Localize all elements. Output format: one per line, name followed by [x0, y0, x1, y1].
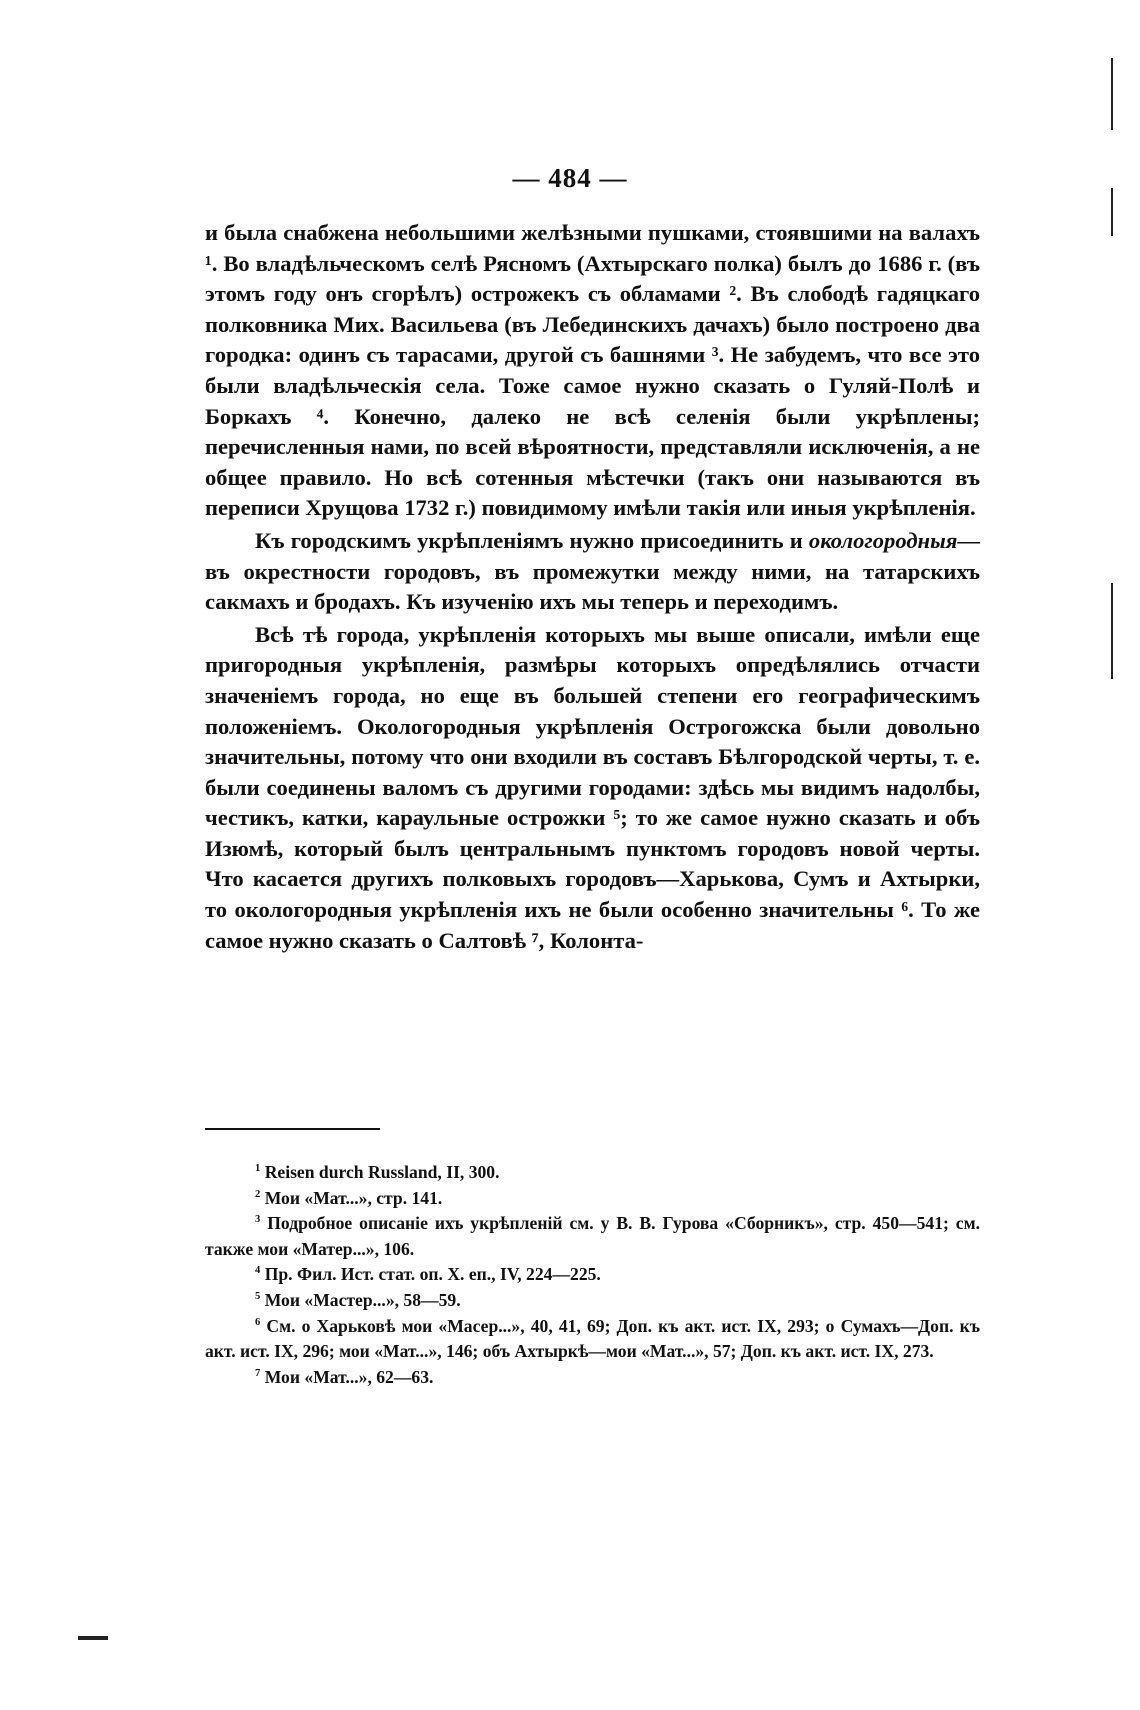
paragraph-3: Всѣ тѣ города, укрѣпленія которыхъ мы выше описали, имѣли еще пригородныя укрѣпленія, размѣры которыхъ опредѣлялись отчасти значеніемъ города, но еще въ большей степени его географическимъ положеніемъ. Окологородныя укрѣпленія Острогожска были довольно значительны, потому что они входили въ составъ Бѣлгородской черты, т. е. были соединены валомъ съ другими городами: здѣсь мы видимъ надолбы, честикъ, катки, караульные острожки ⁵; то же самое нужно сказать и объ Изюмѣ, который былъ центральнымъ пунктомъ городовъ новой черты. Что касается другихъ полковыхъ городовъ—Харькова, Сумъ и Ахтырки, то окологородныя укрѣпленія ихъ не были особенно значительны ⁶. То же самое нужно сказать о Салтовѣ ⁷, Колонта-	[205, 621, 980, 953]
footnote-number: 6	[255, 1316, 261, 1328]
footnotes	[205, 1160, 980, 1390]
footnote-text: Мои «Мат...», стр. 141.	[264, 1187, 443, 1208]
footnote-text: Мои «Мастер...», 58—59.	[264, 1289, 461, 1310]
footnote-6	[205, 1314, 980, 1365]
footnote-number: 3	[255, 1214, 261, 1226]
paragraph-2-start: Къ городскимъ укрѣпленіямъ нужно присоединить и	[255, 527, 809, 553]
paragraph-2	[205, 526, 980, 618]
footnote-text: Пр. Фил. Ист. стат. оп. X. еп., IV, 224—225.	[264, 1264, 601, 1285]
footnote-3	[205, 1211, 980, 1262]
footnote-number: 4	[255, 1265, 261, 1277]
footnote-5	[205, 1288, 980, 1314]
page-number: — 484 —	[512, 163, 628, 193]
paragraph-1: и была снабжена небольшими желѣзными пушками, стоявшими на валахъ ¹. Во владѣльческомъ селѣ Рясномъ (Ахтырскаго полка) былъ до 1686 г. (въ этомъ году онъ сгорѣлъ) острожекъ съ обламами ². Въ слободѣ гадяцкаго полковника Мих. Васильева (въ Лебединскихъ дачахъ) было построено два городка: одинъ съ тарасами, другой съ башнями ³. Не забудемъ, что все это были владѣльческія села. Тоже самое нужно сказать о Гуляй-Полѣ и Боркахъ ⁴. Конечно, далеко не всѣ селенія были укрѣплены; перечисленныя нами, по всей вѣроятности, представляли исключенія, а не общее правило. Но всѣ сотенныя мѣстечки (такъ они называются въ переписи Хрущова 1732 г.) повидимому имѣли такія или иныя укрѣпленія.	[205, 220, 980, 521]
footnote-4	[205, 1262, 980, 1288]
footnote-text: Подробное описаніе ихъ укрѣпленій см. у В. В. Гурова «Сборникъ», стр. 450—541; см. также мои «Матер...», 106.	[205, 1213, 980, 1259]
footnote-number: 1	[255, 1163, 261, 1175]
footnote-1	[205, 1160, 980, 1186]
footnote-number: 5	[255, 1291, 261, 1303]
scan-edge-mark	[1111, 58, 1113, 130]
footnote-number: 2	[255, 1188, 261, 1200]
footnote-number: 7	[255, 1367, 261, 1379]
paragraph-2-end: —въ окрестности городовъ, въ промежутки между ними, на татарскихъ сакмахъ и бродахъ. Къ изученію ихъ мы теперь и переходимъ.	[205, 527, 980, 615]
body-text	[205, 218, 980, 958]
footnote-text: Reisen durch Russland, II, 300.	[264, 1162, 500, 1182]
footnote-7	[205, 1365, 980, 1391]
paragraph-2-emphasis: окологородныя	[808, 527, 958, 553]
footnote-2	[205, 1186, 980, 1212]
footnote-text: См. о Харьковѣ мои «Масер...», 40, 41, 69; Доп. къ акт. ист. IX, 293; о Сумахъ—Доп. къ акт. ист. IX, 296; мои «Мат...», 146; объ Ахтыркѣ—мои «Мат...», 57; Доп. къ акт. ист. IX, 273.	[205, 1315, 981, 1362]
footnote-divider	[205, 1128, 380, 1130]
scan-edge-mark	[1111, 583, 1113, 679]
footnote-text: Мои «Мат...», 62—63.	[264, 1366, 434, 1387]
scan-edge-mark	[78, 1636, 108, 1640]
scan-edge-mark	[1111, 188, 1113, 236]
